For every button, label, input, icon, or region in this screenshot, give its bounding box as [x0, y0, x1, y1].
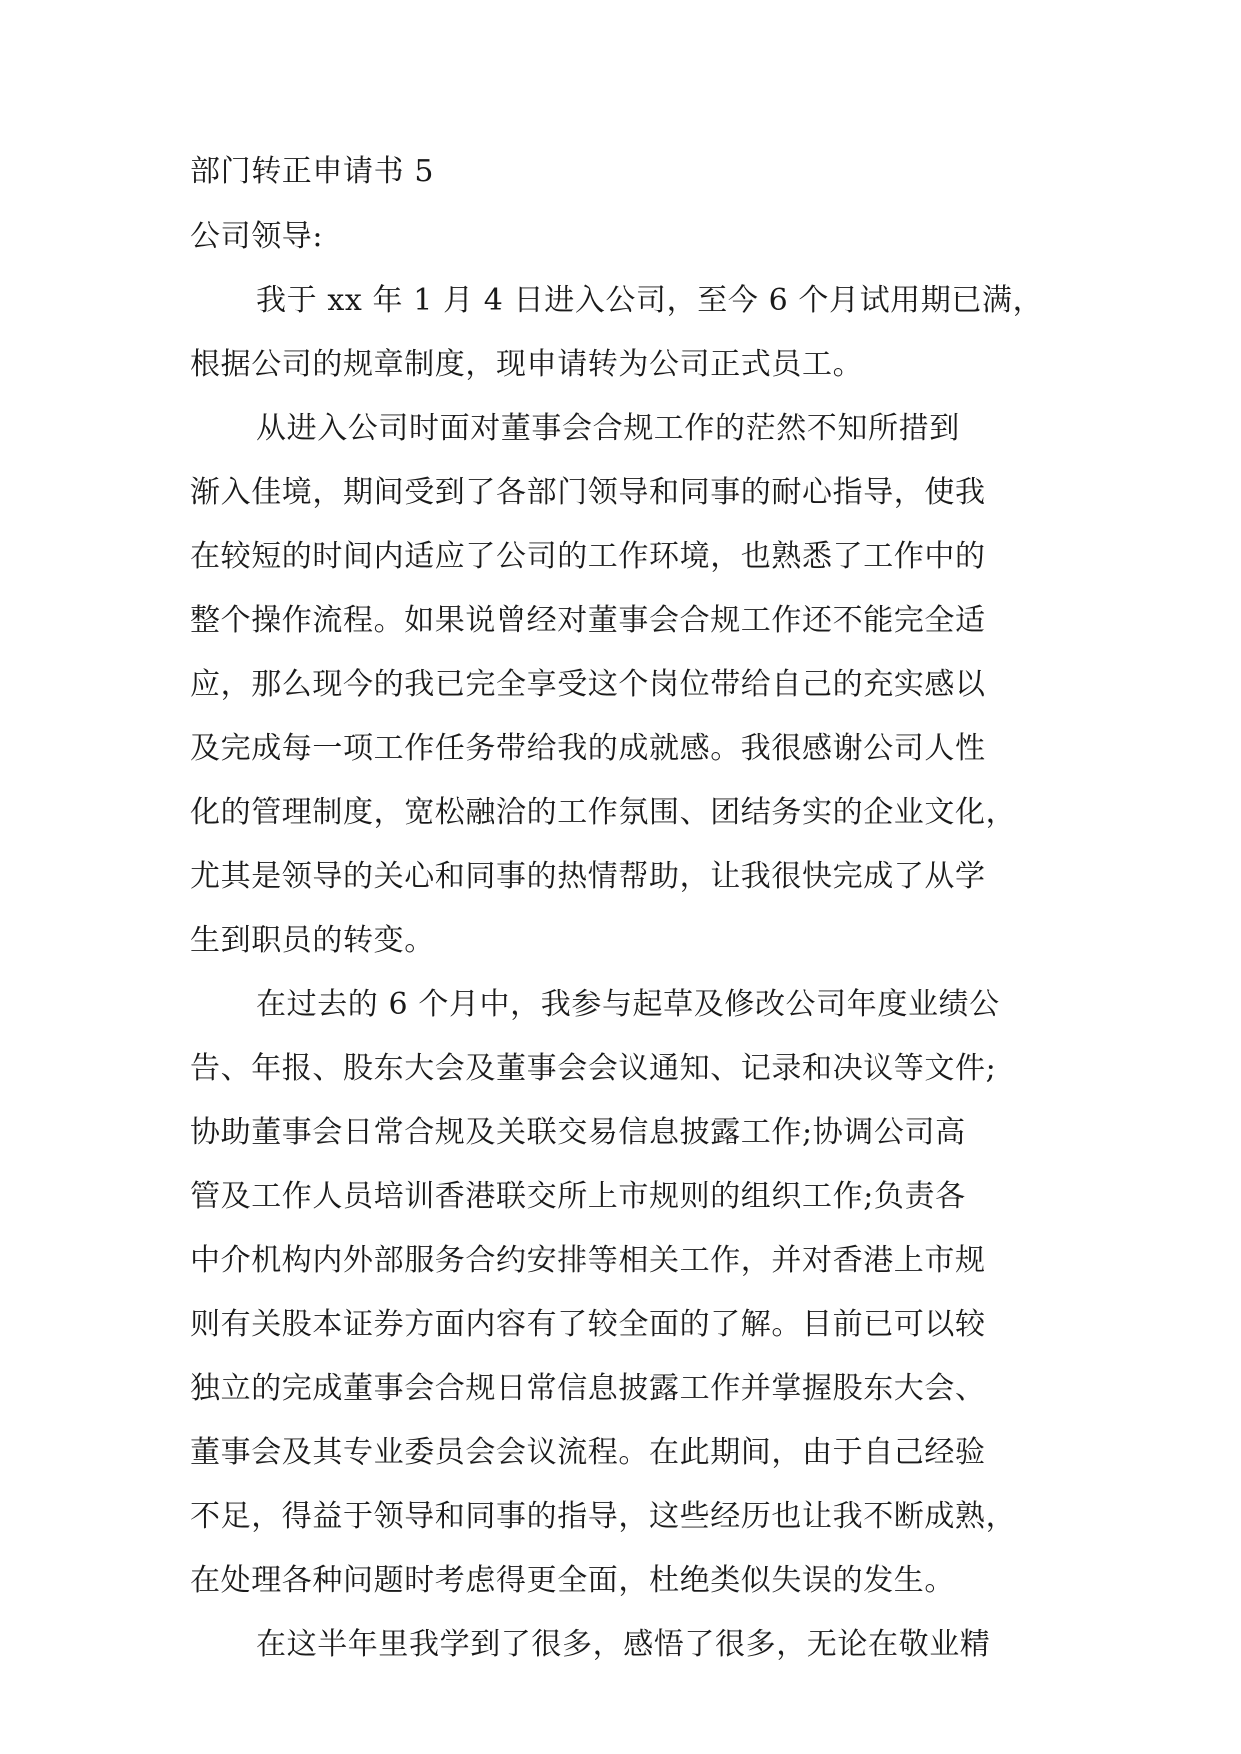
paragraph-line: 尤其是领导的关心和同事的热情帮助，让我很快完成了从学 — [190, 859, 986, 894]
paragraph-line: 根据公司的规章制度，现申请转为公司正式员工。 — [190, 347, 864, 382]
paragraph-line: 独立的完成董事会合规日常信息披露工作并掌握股东大会、 — [190, 1371, 986, 1406]
paragraph-line: 整个操作流程。如果说曾经对董事会合规工作还不能完全适 — [190, 603, 986, 638]
paragraph-line: 不足，得益于领导和同事的指导，这些经历也让我不断成熟， — [190, 1499, 1017, 1534]
paragraph-line: 告、年报、股东大会及董事会会议通知、记录和决议等文件; — [190, 1051, 997, 1086]
paragraph-line: 化的管理制度，宽松融洽的工作氛围、团结务实的企业文化， — [190, 795, 1017, 830]
paragraph-line: 协助董事会日常合规及关联交易信息披露工作;协调公司高 — [190, 1115, 966, 1150]
paragraph-line: 在处理各种问题时考虑得更全面，杜绝类似失误的发生。 — [190, 1563, 955, 1598]
salutation: 公司领导: — [190, 219, 324, 254]
paragraph-line: 则有关股本证券方面内容有了较全面的了解。目前已可以较 — [190, 1307, 986, 1342]
paragraph-line: 在这半年里我学到了很多，感悟了很多，无论在敬业精 — [256, 1627, 991, 1662]
paragraph-line: 生到职员的转变。 — [190, 923, 435, 958]
paragraph-line: 应，那么现今的我已完全享受这个岗位带给自己的充实感以 — [190, 667, 986, 702]
paragraph-line: 从进入公司时面对董事会合规工作的茫然不知所措到 — [256, 411, 960, 446]
paragraph-line: 及完成每一项工作任务带给我的成就感。我很感谢公司人性 — [190, 731, 986, 766]
paragraph-line: 管及工作人员培训香港联交所上市规则的组织工作;负责各 — [190, 1179, 966, 1214]
paragraph-line: 在较短的时间内适应了公司的工作环境，也熟悉了工作中的 — [190, 539, 986, 574]
document-title: 部门转正申请书 5 — [190, 154, 435, 189]
paragraph-line: 中介机构内外部服务合约安排等相关工作，并对香港上市规 — [190, 1243, 986, 1278]
paragraph-line: 董事会及其专业委员会会议流程。在此期间，由于自己经验 — [190, 1435, 986, 1470]
paragraph-line: 在过去的 6 个月中，我参与起草及修改公司年度业绩公 — [256, 987, 1000, 1022]
paragraph-line: 我于 xx 年 1 月 4 日进入公司，至今 6 个月试用期已满， — [256, 283, 1044, 318]
paragraph-line: 渐入佳境，期间受到了各部门领导和同事的耐心指导，使我 — [190, 475, 986, 510]
